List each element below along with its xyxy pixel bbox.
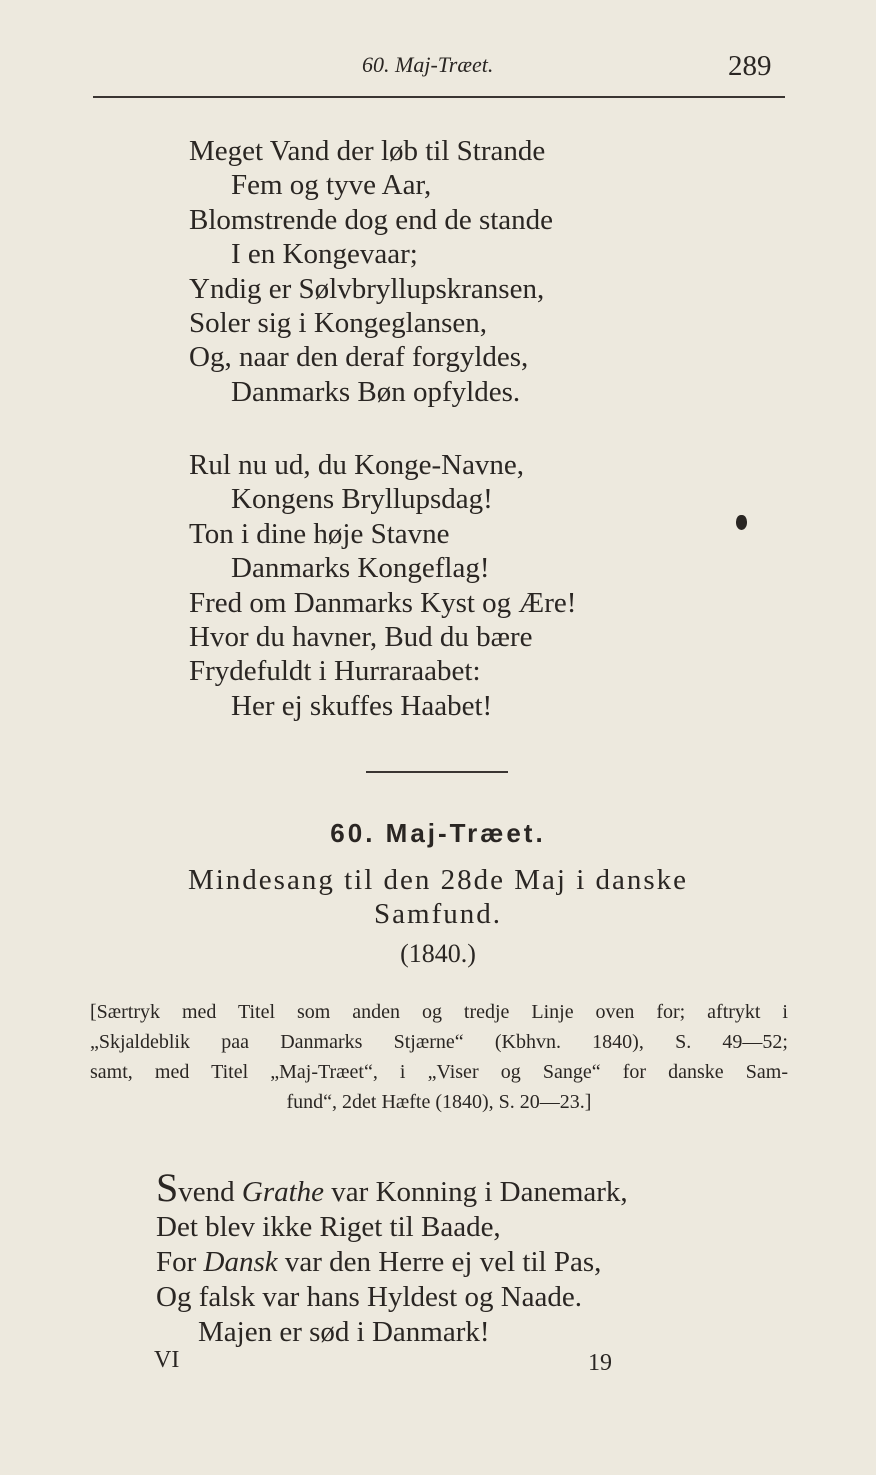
verse-line: Kongens Bryllupsdag! xyxy=(231,483,493,516)
verse-line: Rul nu ud, du Konge-Navne, xyxy=(189,449,525,481)
verse-line: Meget Vand der løb til Strande xyxy=(189,135,546,167)
section-subtitle-line-1: Mindesang til den 28de Maj i danske xyxy=(187,864,689,896)
verse-line: Blomstrende dog end de stande xyxy=(189,203,554,236)
header-rule xyxy=(93,96,785,98)
bibliographic-note xyxy=(90,997,788,1117)
verse-line: Danmarks Kongeflag! xyxy=(231,552,490,585)
note-line: „Skjaldeblik paa Danmarks Stjærne“ (Kbhvn. 1840), S. 49—52; xyxy=(90,1031,788,1053)
verse-line xyxy=(156,1165,628,1210)
verse-line: Frydefuldt i Hurraraabet: xyxy=(189,655,481,688)
running-head-title: 60. Maj-Træet. xyxy=(362,52,494,77)
note-line: [Særtryk med Titel som anden og tredje Linje oven for; aftrykt i xyxy=(90,1001,788,1023)
verse-italic: Grathe xyxy=(241,1176,325,1208)
verse-text: vend xyxy=(178,1176,242,1208)
verse-line: Fred om Danmarks Kyst og Ære! xyxy=(189,586,577,619)
running-head xyxy=(0,50,876,90)
stanza-2 xyxy=(189,448,576,723)
verse-text: var den Herre ej vel til Pas, xyxy=(277,1246,602,1278)
section-subtitle-line-2: Samfund. xyxy=(374,898,502,930)
verse-text: For xyxy=(156,1246,204,1278)
section-title: 60. Maj-Træet. xyxy=(330,818,546,848)
verse-text: var Konning i Danemark, xyxy=(324,1176,628,1208)
verse-line: Det blev ikke Riget til Baade, xyxy=(156,1211,501,1243)
gathering-number: 19 xyxy=(588,1350,612,1376)
verse-line: Her ej skuffes Haabet! xyxy=(231,689,493,722)
verse-line: Ton i dine høje Stavne xyxy=(189,517,450,550)
stanza-3 xyxy=(156,1165,628,1350)
verse-line: Og falsk var hans Hyldest og Naade. xyxy=(156,1281,583,1313)
page-number: 289 xyxy=(728,50,772,82)
ink-blot-mark xyxy=(736,515,747,530)
verse-line: Danmarks Bøn opfyldes. xyxy=(231,375,521,408)
section-year: (1840.) xyxy=(400,939,476,968)
section-divider xyxy=(366,771,508,773)
verse-line: Og, naar den deraf forgyldes, xyxy=(189,341,529,374)
note-line: samt, med Titel „Maj-Træet“, i „Viser og Sange“ for danske Sam- xyxy=(90,1061,788,1083)
verse-line: I en Kongevaar; xyxy=(231,238,418,271)
verse-line xyxy=(156,1245,628,1280)
drop-cap: S xyxy=(156,1165,179,1210)
verse-line: Fem og tyve Aar, xyxy=(231,169,432,202)
verse-line: Majen er sød i Danmark! xyxy=(198,1316,490,1348)
signature-mark: VI xyxy=(154,1347,180,1373)
verse-line: Soler sig i Kongeglansen, xyxy=(189,306,488,339)
note-line: fund“, 2det Hæfte (1840), S. 20—23.] xyxy=(286,1091,592,1113)
stanza-1 xyxy=(189,134,553,409)
verse-line: Yndig er Sølvbryllupskransen, xyxy=(189,272,545,305)
verse-line: Hvor du havner, Bud du bære xyxy=(189,620,533,653)
verse-italic: Dansk xyxy=(203,1246,278,1278)
